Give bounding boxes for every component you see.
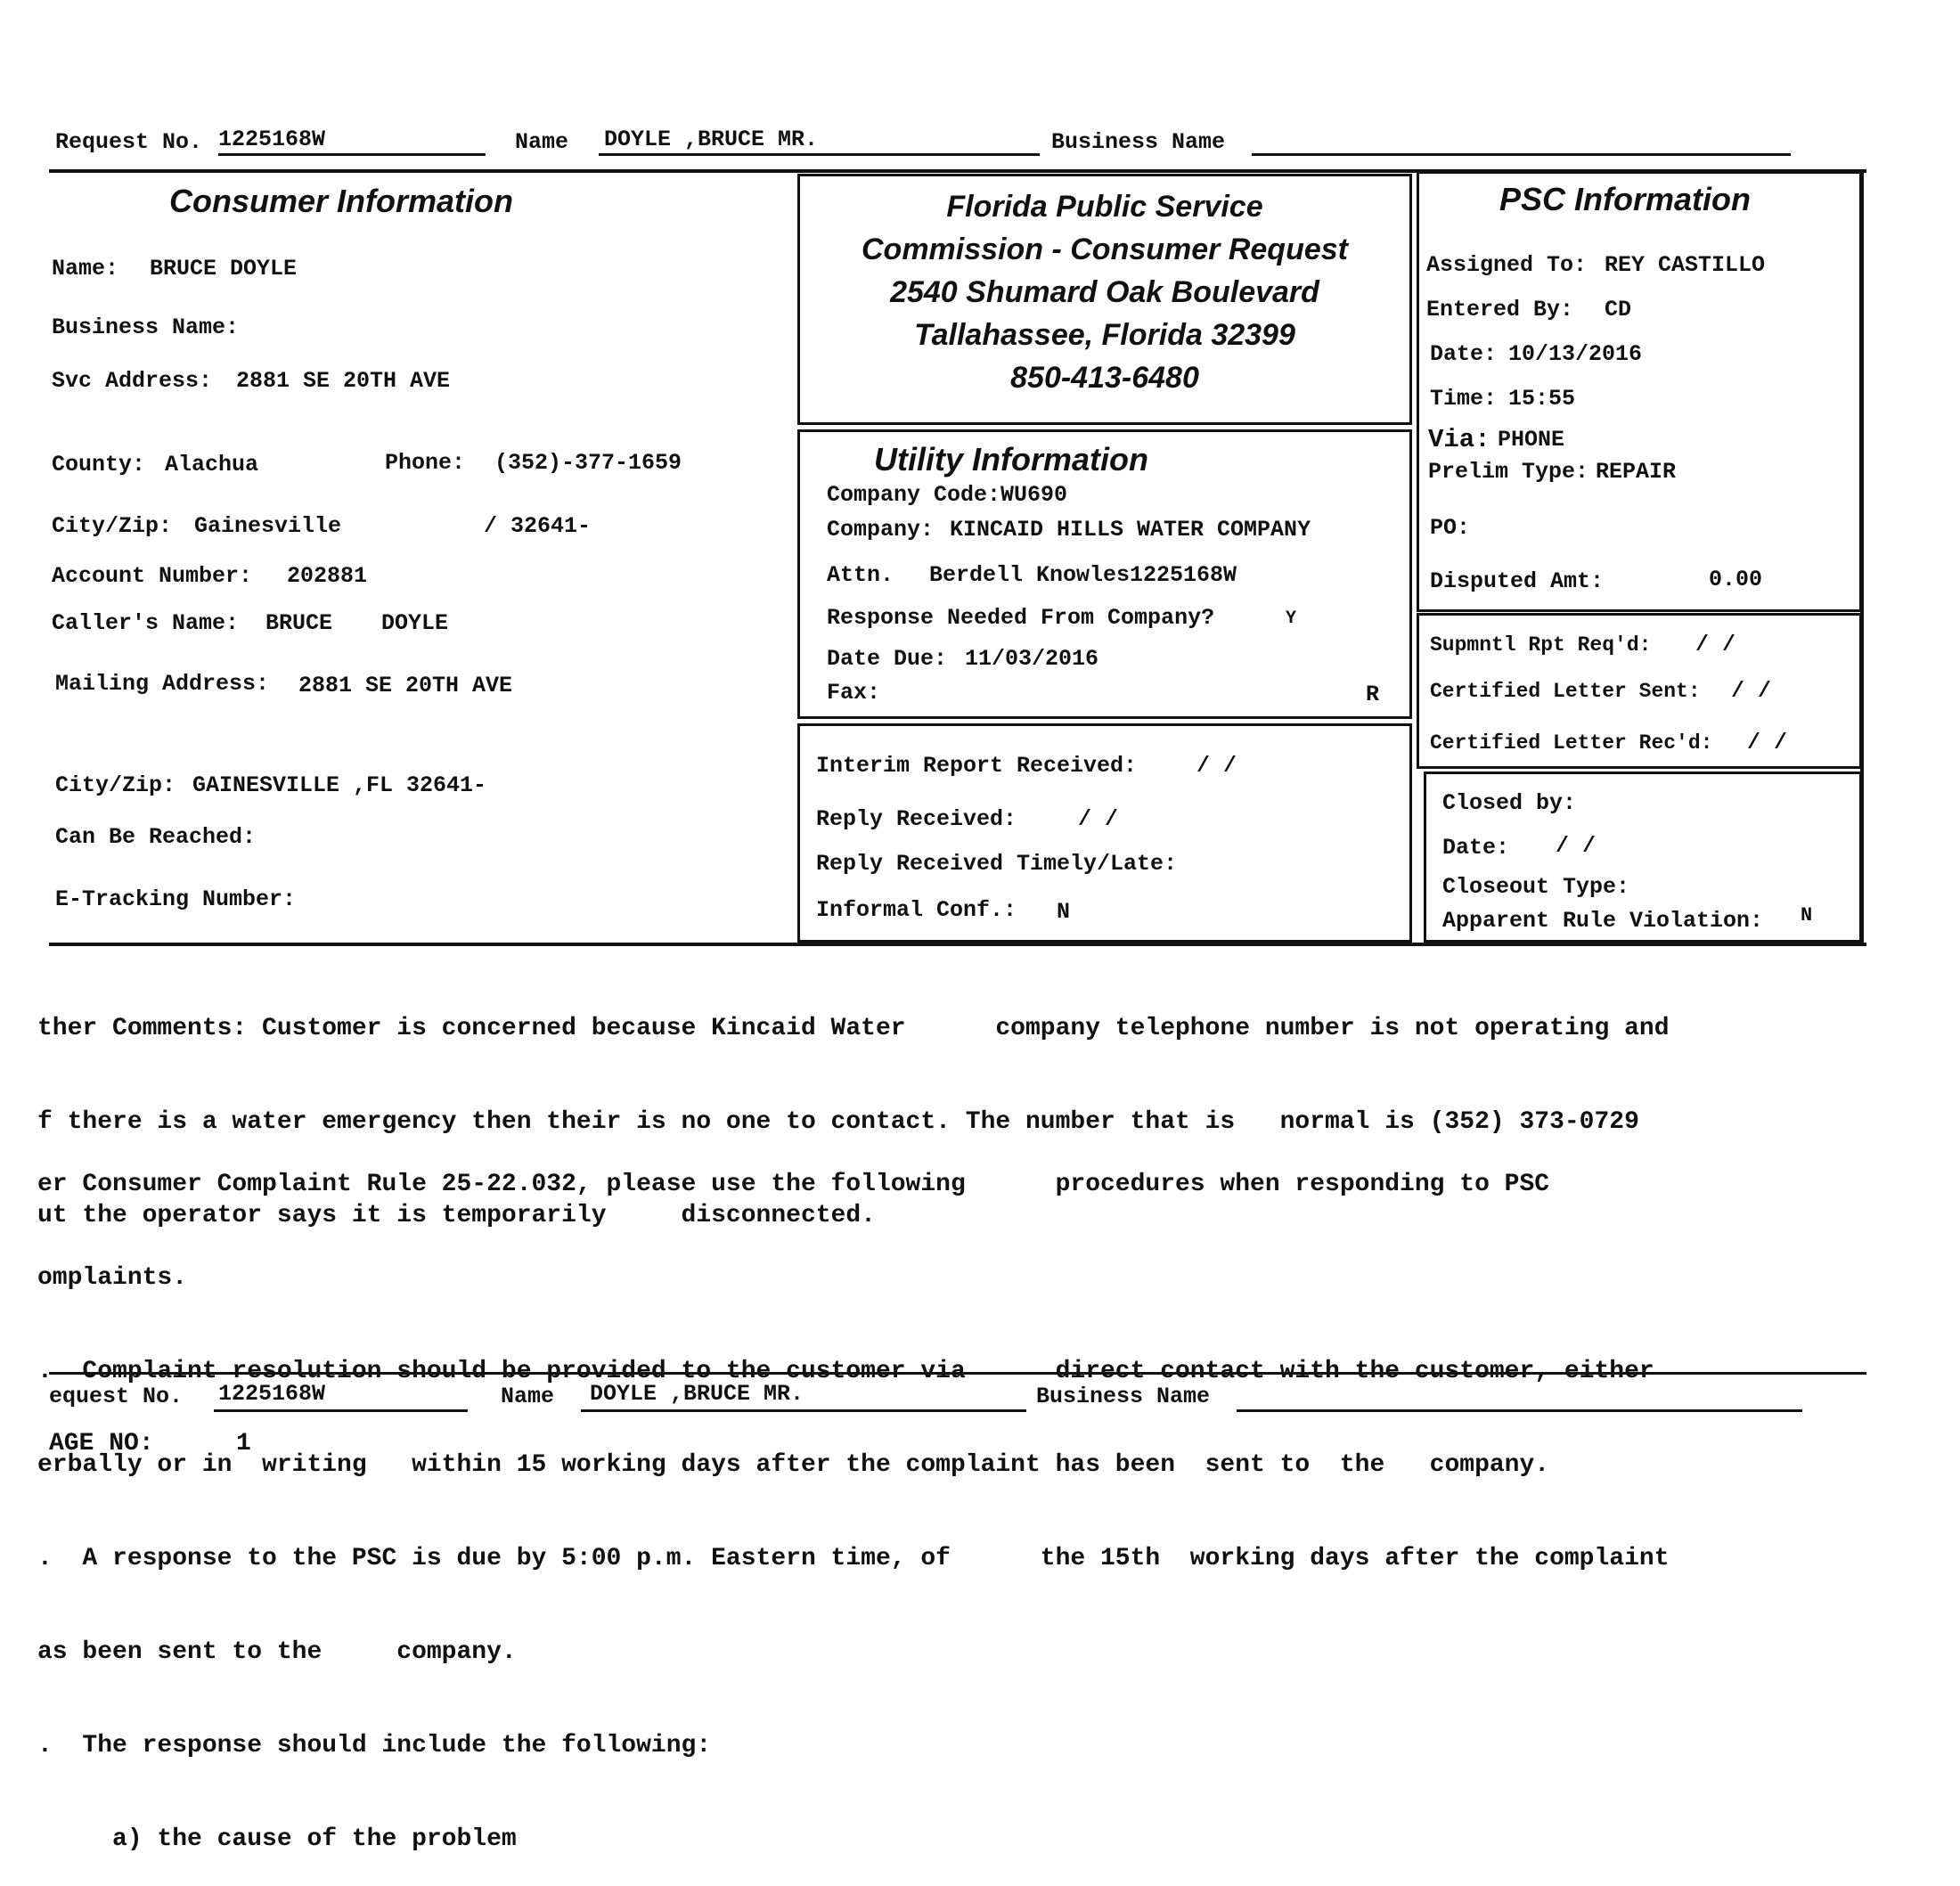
business-name-label: Business Name <box>1051 129 1226 155</box>
assigned-to-value: REY CASTILLO <box>1605 252 1766 278</box>
commission-line-2: Commission - Consumer Request <box>862 233 1348 266</box>
interim-report-label: Interim Report Received: <box>816 753 1138 779</box>
psc-time-value: 15:55 <box>1508 386 1576 412</box>
commission-address-block <box>800 185 1409 399</box>
certified-letter-sent-label: Certified Letter Sent: <box>1430 680 1701 703</box>
attn-value: Berdell Knowles1225168W <box>929 562 1237 588</box>
procedures-line-2: omplaints. <box>37 1264 188 1292</box>
certified-letter-recd-value: / / <box>1747 730 1788 755</box>
reply-timely-label: Reply Received Timely/Late: <box>816 851 1178 877</box>
attn-label: Attn. <box>827 562 894 588</box>
mailing-address-label: Mailing Address: <box>55 671 270 697</box>
can-be-reached-label: Can Be Reached: <box>55 824 257 850</box>
entered-by-label: Entered By: <box>1426 297 1574 322</box>
procedures-line-7: . The response should include the following: <box>37 1732 712 1759</box>
procedures-line-6: as been sent to the company. <box>37 1638 517 1666</box>
consumer-name-label: Name: <box>52 256 119 282</box>
footer-business-name-underline <box>1237 1409 1802 1412</box>
response-needed-label: Response Needed From Company? <box>827 605 1215 631</box>
page-no-value: 1 <box>236 1430 251 1457</box>
comments-line-3: ut the operator says it is temporarily disconnected. <box>37 1202 876 1229</box>
page-no-label: AGE NO: <box>49 1430 154 1457</box>
procedures-line-5: . A response to the PSC is due by 5:00 p.m. Eastern time, of the 15th working days after the complaint <box>37 1545 1670 1572</box>
closeout-type-label: Closeout Type: <box>1442 874 1630 900</box>
commission-phone: 850-413-6480 <box>1010 361 1199 395</box>
supplemental-box <box>1417 613 1862 769</box>
utility-information-title: Utility Information <box>874 441 1148 478</box>
response-needed-value: Y <box>1286 608 1297 629</box>
certified-letter-sent-value: / / <box>1731 678 1772 704</box>
footer-name-underline <box>581 1409 1026 1412</box>
psc-date-label: Date: <box>1430 341 1498 367</box>
footer-request-no-underline <box>214 1409 468 1412</box>
county-label: County: <box>52 452 146 478</box>
footer-request-no-value: 1225168W <box>218 1381 326 1407</box>
footer-name-value: DOYLE ,BRUCE MR. <box>590 1381 804 1407</box>
fax-flag: R <box>1366 682 1380 707</box>
apparent-rule-violation-value: N <box>1801 904 1813 927</box>
name-value: DOYLE ,BRUCE MR. <box>604 127 819 152</box>
city-value: Gainesville <box>194 513 342 539</box>
po-label: PO: <box>1430 515 1471 541</box>
consumer-business-name-label: Business Name: <box>52 314 240 340</box>
svc-address-label: Svc Address: <box>52 368 213 394</box>
consumer-name-value: BRUCE DOYLE <box>150 256 298 282</box>
commission-line-4: Tallahassee, Florida 32399 <box>914 318 1295 352</box>
caller-first-name: BRUCE <box>265 610 333 636</box>
via-label: Via: <box>1428 425 1490 454</box>
account-number-label: Account Number: <box>52 563 253 589</box>
closing-date-value: / / <box>1556 833 1597 859</box>
mailing-city-zip-value: GAINESVILLE ,FL 32641- <box>192 772 487 798</box>
procedures-block <box>37 1106 1670 1886</box>
date-due-value: 11/03/2016 <box>965 646 1099 672</box>
psc-information-box <box>1417 171 1862 612</box>
closing-box <box>1424 772 1862 943</box>
closing-date-label: Date: <box>1442 835 1510 861</box>
prelim-type-label: Prelim Type: <box>1428 459 1589 485</box>
apparent-rule-violation-label: Apparent Rule Violation: <box>1442 908 1764 934</box>
frame-bottom-rule <box>49 943 1866 946</box>
request-no-value: 1225168W <box>218 127 326 152</box>
closed-by-label: Closed by: <box>1442 790 1577 816</box>
consumer-information-title: Consumer Information <box>169 183 514 219</box>
reply-received-value: / / <box>1078 806 1119 832</box>
business-name-underline <box>1252 153 1791 156</box>
footer-request-no-label: equest No. <box>49 1384 184 1409</box>
procedures-line-4: erbally or in writing within 15 working days after the complaint has been sent to the company. <box>37 1451 1550 1479</box>
commission-line-1: Florida Public Service <box>946 190 1263 224</box>
psc-date-value: 10/13/2016 <box>1508 341 1643 367</box>
fax-label: Fax: <box>827 680 881 706</box>
psc-information-title: PSC Information <box>1499 181 1752 217</box>
interim-report-value: / / <box>1196 753 1237 779</box>
psc-time-label: Time: <box>1430 386 1498 412</box>
request-no-underline <box>218 153 486 156</box>
company-value: KINCAID HILLS WATER COMPANY <box>950 517 1311 543</box>
city-zip-label: City/Zip: <box>52 513 173 539</box>
e-tracking-number-label: E-Tracking Number: <box>55 886 297 912</box>
company-code-value: WU690 <box>1000 482 1068 508</box>
county-value: Alachua <box>165 452 259 478</box>
utility-information-box <box>797 429 1412 719</box>
company-label: Company: <box>827 517 935 543</box>
procedures-line-8: a) the cause of the problem <box>37 1825 517 1853</box>
prelim-type-value: REPAIR <box>1596 459 1677 485</box>
svc-address-value: 2881 SE 20TH AVE <box>236 368 451 394</box>
phone-value: (352)-377-1659 <box>494 450 682 476</box>
assigned-to-label: Assigned To: <box>1426 252 1588 278</box>
supplemental-report-value: / / <box>1695 632 1736 657</box>
footer-business-name-label: Business Name <box>1036 1384 1211 1409</box>
entered-by-value: CD <box>1605 297 1632 322</box>
commission-box <box>797 174 1412 425</box>
name-label: Name <box>515 129 569 155</box>
disputed-amt-value: 0.00 <box>1709 567 1763 592</box>
reply-received-label: Reply Received: <box>816 806 1017 832</box>
supplemental-report-label: Supmntl Rpt Req'd: <box>1430 633 1652 657</box>
certified-letter-recd-label: Certified Letter Rec'd: <box>1430 731 1713 755</box>
procedures-line-3: . Complaint resolution should be provided to the customer via direct contact with the customer, either <box>37 1358 1654 1385</box>
company-code-label: Company Code: <box>827 482 1001 508</box>
footer-rule <box>49 1372 1866 1375</box>
comments-line-2: f there is a water emergency then their is no one to contact. The number that is normal is (352) 373-0729 <box>37 1108 1639 1136</box>
commission-line-3: 2540 Shumard Oak Boulevard <box>890 275 1319 309</box>
date-due-label: Date Due: <box>827 646 948 672</box>
account-number-value: 202881 <box>287 563 368 589</box>
informal-conf-value: N <box>1057 899 1071 925</box>
zip-value: / 32641- <box>484 513 592 539</box>
name-underline <box>599 153 1040 156</box>
informal-conf-label: Informal Conf.: <box>816 897 1017 923</box>
via-value: PHONE <box>1498 427 1565 453</box>
footer-name-label: Name <box>501 1384 555 1409</box>
disputed-amt-label: Disputed Amt: <box>1430 568 1605 594</box>
request-no-label: Request No. <box>55 129 203 155</box>
mailing-city-zip-label: City/Zip: <box>55 772 176 798</box>
replies-box <box>797 723 1412 943</box>
procedures-line-1: er Consumer Complaint Rule 25-22.032, please use the following procedures when responding to PSC <box>37 1171 1550 1198</box>
mailing-address-value: 2881 SE 20TH AVE <box>298 673 513 698</box>
callers-name-label: Caller's Name: <box>52 610 240 636</box>
comments-line-1: ther Comments: Customer is concerned because Kincaid Water company telephone number is not operating and <box>37 1015 1670 1042</box>
phone-label: Phone: <box>385 450 466 476</box>
caller-last-name: DOYLE <box>381 610 449 636</box>
